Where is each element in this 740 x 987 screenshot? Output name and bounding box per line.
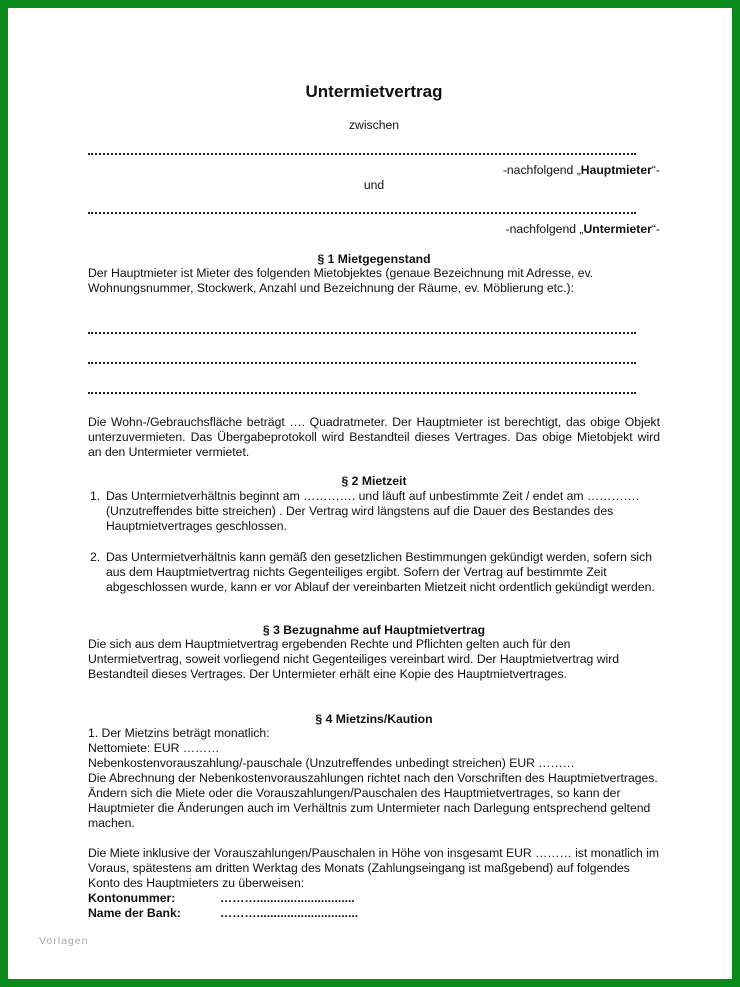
and-label: und xyxy=(363,178,385,192)
section-1-heading: § 1 Mietgegenstand xyxy=(317,252,431,266)
main-tenant-fill-line xyxy=(88,153,660,155)
document-title: Untermietvertrag xyxy=(305,82,443,101)
object-fill-line-3 xyxy=(88,392,660,394)
rent-intro: 1. Der Mietzins beträgt monatlich: xyxy=(88,726,270,740)
object-fill-line-2 xyxy=(88,362,660,364)
list-item: 1. Das Untermietverhältnis beginnt am …………. und läuft auf unbestimmte Zeit / endet am …………. (Unzutreffendes bitte streichen) . Der Vertrag wird längstens auf die Dauer des Bestandes des Hauptmietvertrages geschlossen. xyxy=(90,489,640,533)
bank-name-row xyxy=(88,906,660,921)
section-3-text: Die sich aus dem Hauptmietvertrag ergebenden Rechte und Pflichten gelten auch für den Untermietvertrag, soweit vorliegend nicht Gegenteiliges vereinbart wird. Der Hauptmietvertrag wird Bestandteil dieses Vertrages. Der Untermieter erhält eine Kopie des Hauptmietvertrages. xyxy=(88,637,620,681)
object-fill-line-1 xyxy=(88,332,660,334)
section-2-list xyxy=(88,489,660,595)
watermark: Vorlagen xyxy=(39,935,89,947)
net-rent: Nettomiete: EUR ……… xyxy=(88,741,220,755)
service-charge: Nebenkostenvorauszahlung/-pauschale (Unzutreffendes unbedingt streichen) EUR ……… xyxy=(88,756,575,770)
section-3-heading: § 3 Bezugnahme auf Hauptmietvertrag xyxy=(262,623,486,637)
payment-terms: Die Miete inklusive der Vorauszahlungen/Pauschalen in Höhe von insgesamt EUR ……… ist monatlich im Voraus, spätestens am dritten Werktag des Monats (Zahlungseingang ist maßgebend) auf folgendes Konto des Hauptmieters zu überweisen: xyxy=(88,846,660,890)
section-1-area: Die Wohn-/Gebrauchsfläche beträgt …. Quadratmeter. Der Hauptmieter ist berechtigt, das obige Objekt unterzuvermieten. Das Übergabeprotokoll wird Bestandteil dieses Vertrages. Das obige Mietobjekt wird an den Untermieter vermietet. xyxy=(88,415,660,459)
bank-name-value: ……….............................. xyxy=(220,906,359,920)
main-tenant-role: -nachfolgend „Hauptmieter“- xyxy=(502,163,660,177)
account-number-value: ………............................. xyxy=(220,891,355,905)
section-4-heading: § 4 Mietzins/Kaution xyxy=(315,712,433,726)
service-charge-settlement: Die Abrechnung der Nebenkostenvorauszahlungen richtet nach den Vorschriften des Hauptmietvertrages. Ändern sich die Miete oder die Vorauszahlungen/Pauschalen des Hauptmietvertrages, so kann der Hauptmieter die Änderungen auch im Verhältnis zum Untermieter nach Darlegung entsprechend geltend machen. xyxy=(88,771,658,830)
account-number-row xyxy=(88,891,660,906)
subtenant-fill-line xyxy=(88,212,660,214)
document-page xyxy=(8,8,732,979)
subtenant-role: -nachfolgend „Untermieter“- xyxy=(505,222,660,236)
section-2-heading: § 2 Mietzeit xyxy=(341,474,407,488)
list-item: 2. Das Untermietverhältnis kann gemäß den gesetzlichen Bestimmungen gekündigt werden, sofern sich aus dem Hauptmietvertrag nichts Gegenteiliges ergibt. Sofern der Vertrag auf bestimmte Zeit abgeschlossen wurde, kann er vor Ablauf der vereinbarten Mietzeit nicht ordentlich gekündigt werden. xyxy=(90,550,655,594)
subtenant-role-name: Untermieter xyxy=(583,222,652,236)
main-tenant-role-name: Hauptmieter xyxy=(580,163,652,177)
between-label: zwischen xyxy=(348,118,400,132)
section-1-intro: Der Hauptmieter ist Mieter des folgenden Mietobjektes (genaue Bezeichnung mit Adresse, ev. Wohnungsnummer, Stockwerk, Anzahl und Bezeichnung der Räume, ev. Möblierung etc.): xyxy=(88,266,594,295)
account-number-label: Kontonummer: xyxy=(88,891,176,905)
bank-name-label: Name der Bank: xyxy=(88,906,181,920)
